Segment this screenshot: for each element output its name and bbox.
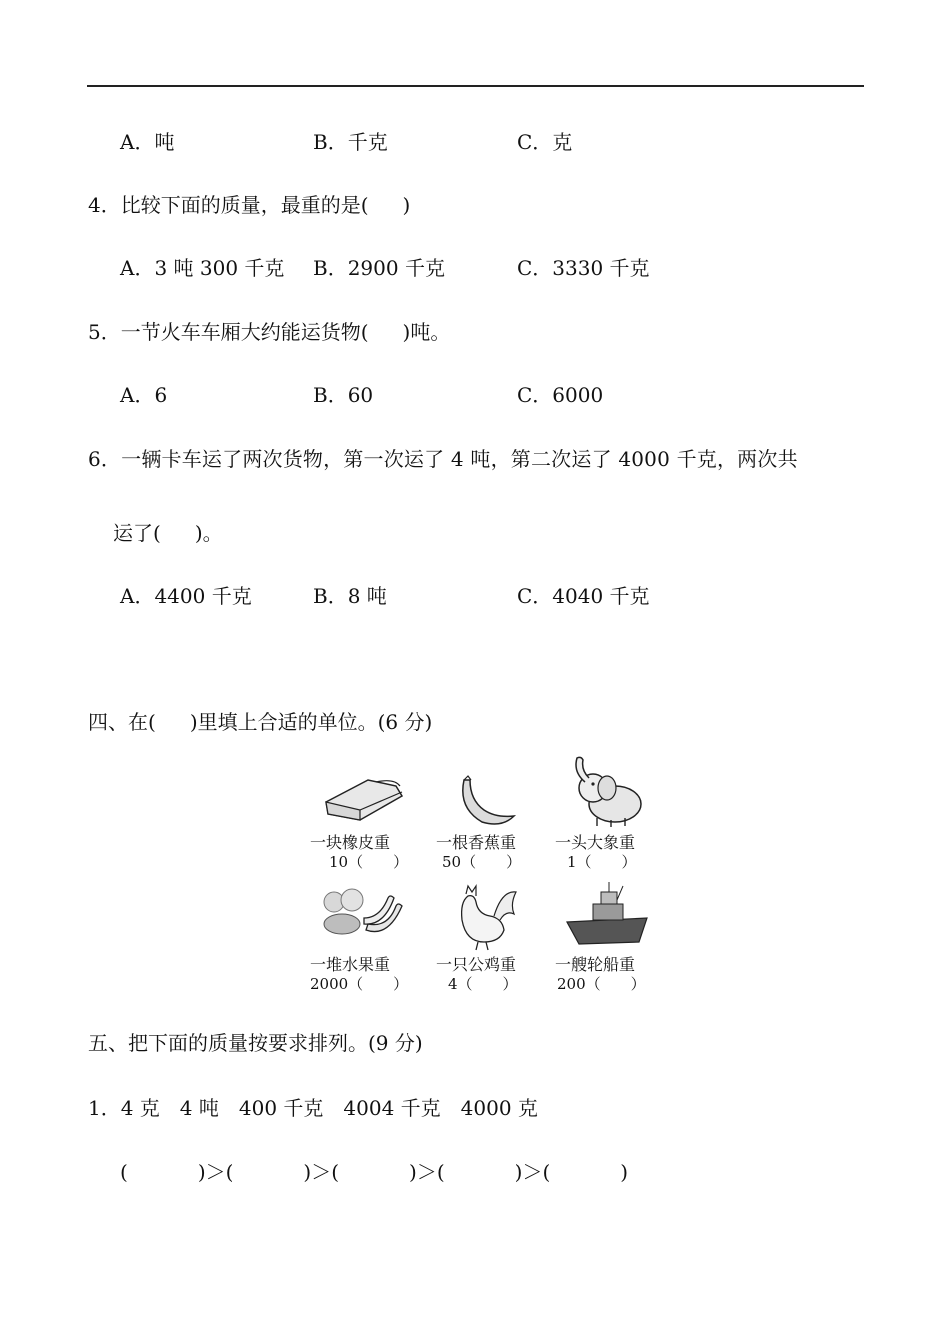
order-separator: )＞( [197,1160,234,1184]
ship-icon [563,880,653,952]
q5-stem [88,320,450,344]
q5-option-c: C．6000 [517,383,604,407]
item-label: 一堆水果重 [310,955,391,974]
item-value[interactable]: 1（ ） [567,853,637,871]
picture-item-ship [555,880,675,998]
item-label: 一根香蕉重 [436,833,517,852]
section5-q1-stem: 1．4 克 4 吨 400 千克 4004 千克 4000 克 [88,1096,538,1120]
banana-icon [444,752,524,832]
item-value[interactable]: 200（ ） [557,975,646,993]
picture-item-rooster [436,880,556,998]
q6-option-a: A．4400 千克 [120,584,252,608]
section4-title-end: )里填上合适的单位。(6 分) [189,710,433,734]
item-label: 一头大象重 [555,833,636,852]
q6-option-c: C．4040 千克 [517,584,650,608]
rooster-icon [444,880,524,952]
q3-option-c: C．克 [517,130,573,154]
q4-stem-text: 4．比较下面的质量，最重的是( [88,193,369,217]
fruit-pile-icon [318,880,408,950]
eraser-icon [318,752,408,832]
q4-option-b: B．2900 千克 [313,256,445,280]
elephant-icon [563,752,653,832]
order-slot-close: ) [620,1160,629,1184]
q6-stem-line1: 6．一辆卡车运了两次货物，第一次运了 4 吨，第二次运了 4000 千克，两次共 [88,447,798,471]
item-value[interactable]: 4（ ） [448,975,518,993]
section4-title [88,710,432,734]
q5-option-b: B．60 [313,383,374,407]
q6-stem-line2-text: 运了( [113,521,161,545]
item-value[interactable]: 10（ ） [329,853,409,871]
picture-item-fruit-pile [310,880,430,998]
item-label: 一艘轮船重 [555,955,636,974]
q4-option-a: A．3 吨 300 千克 [120,256,285,280]
order-separator: )＞( [409,1160,445,1184]
q4-stem [88,193,410,217]
q3-option-b: B．千克 [313,130,388,154]
header-rule [87,85,864,87]
q4-option-c: C．3330 千克 [517,256,650,280]
picture-item-elephant [555,752,675,870]
section4-title-text: 四、在( [88,710,156,734]
order-slot-open: ( [120,1160,128,1184]
q5-option-a: A．6 [120,383,168,407]
item-value[interactable]: 50（ ） [442,853,522,871]
item-label: 一块橡皮重 [310,833,391,852]
picture-item-banana [436,752,556,870]
order-separator: )＞( [514,1160,551,1184]
picture-item-eraser [310,752,430,870]
q5-stem-text: 5．一节火车车厢大约能运货物( [88,320,369,344]
section5-q1-order-row [120,1160,628,1184]
q6-option-b: B．8 吨 [313,584,387,608]
order-separator: )＞( [303,1160,340,1184]
q6-stem-line2 [113,521,223,545]
item-label: 一只公鸡重 [436,955,517,974]
q5-stem-end: )吨。 [402,320,451,344]
unit-picture-grid [300,752,660,1002]
section5-title: 五、把下面的质量按要求排列。(9 分) [88,1031,423,1055]
item-value[interactable]: 2000（ ） [310,975,409,993]
q4-stem-end: ) [402,193,411,217]
q6-stem-line2-end: )。 [194,521,223,545]
q3-option-a: A．吨 [120,130,175,154]
